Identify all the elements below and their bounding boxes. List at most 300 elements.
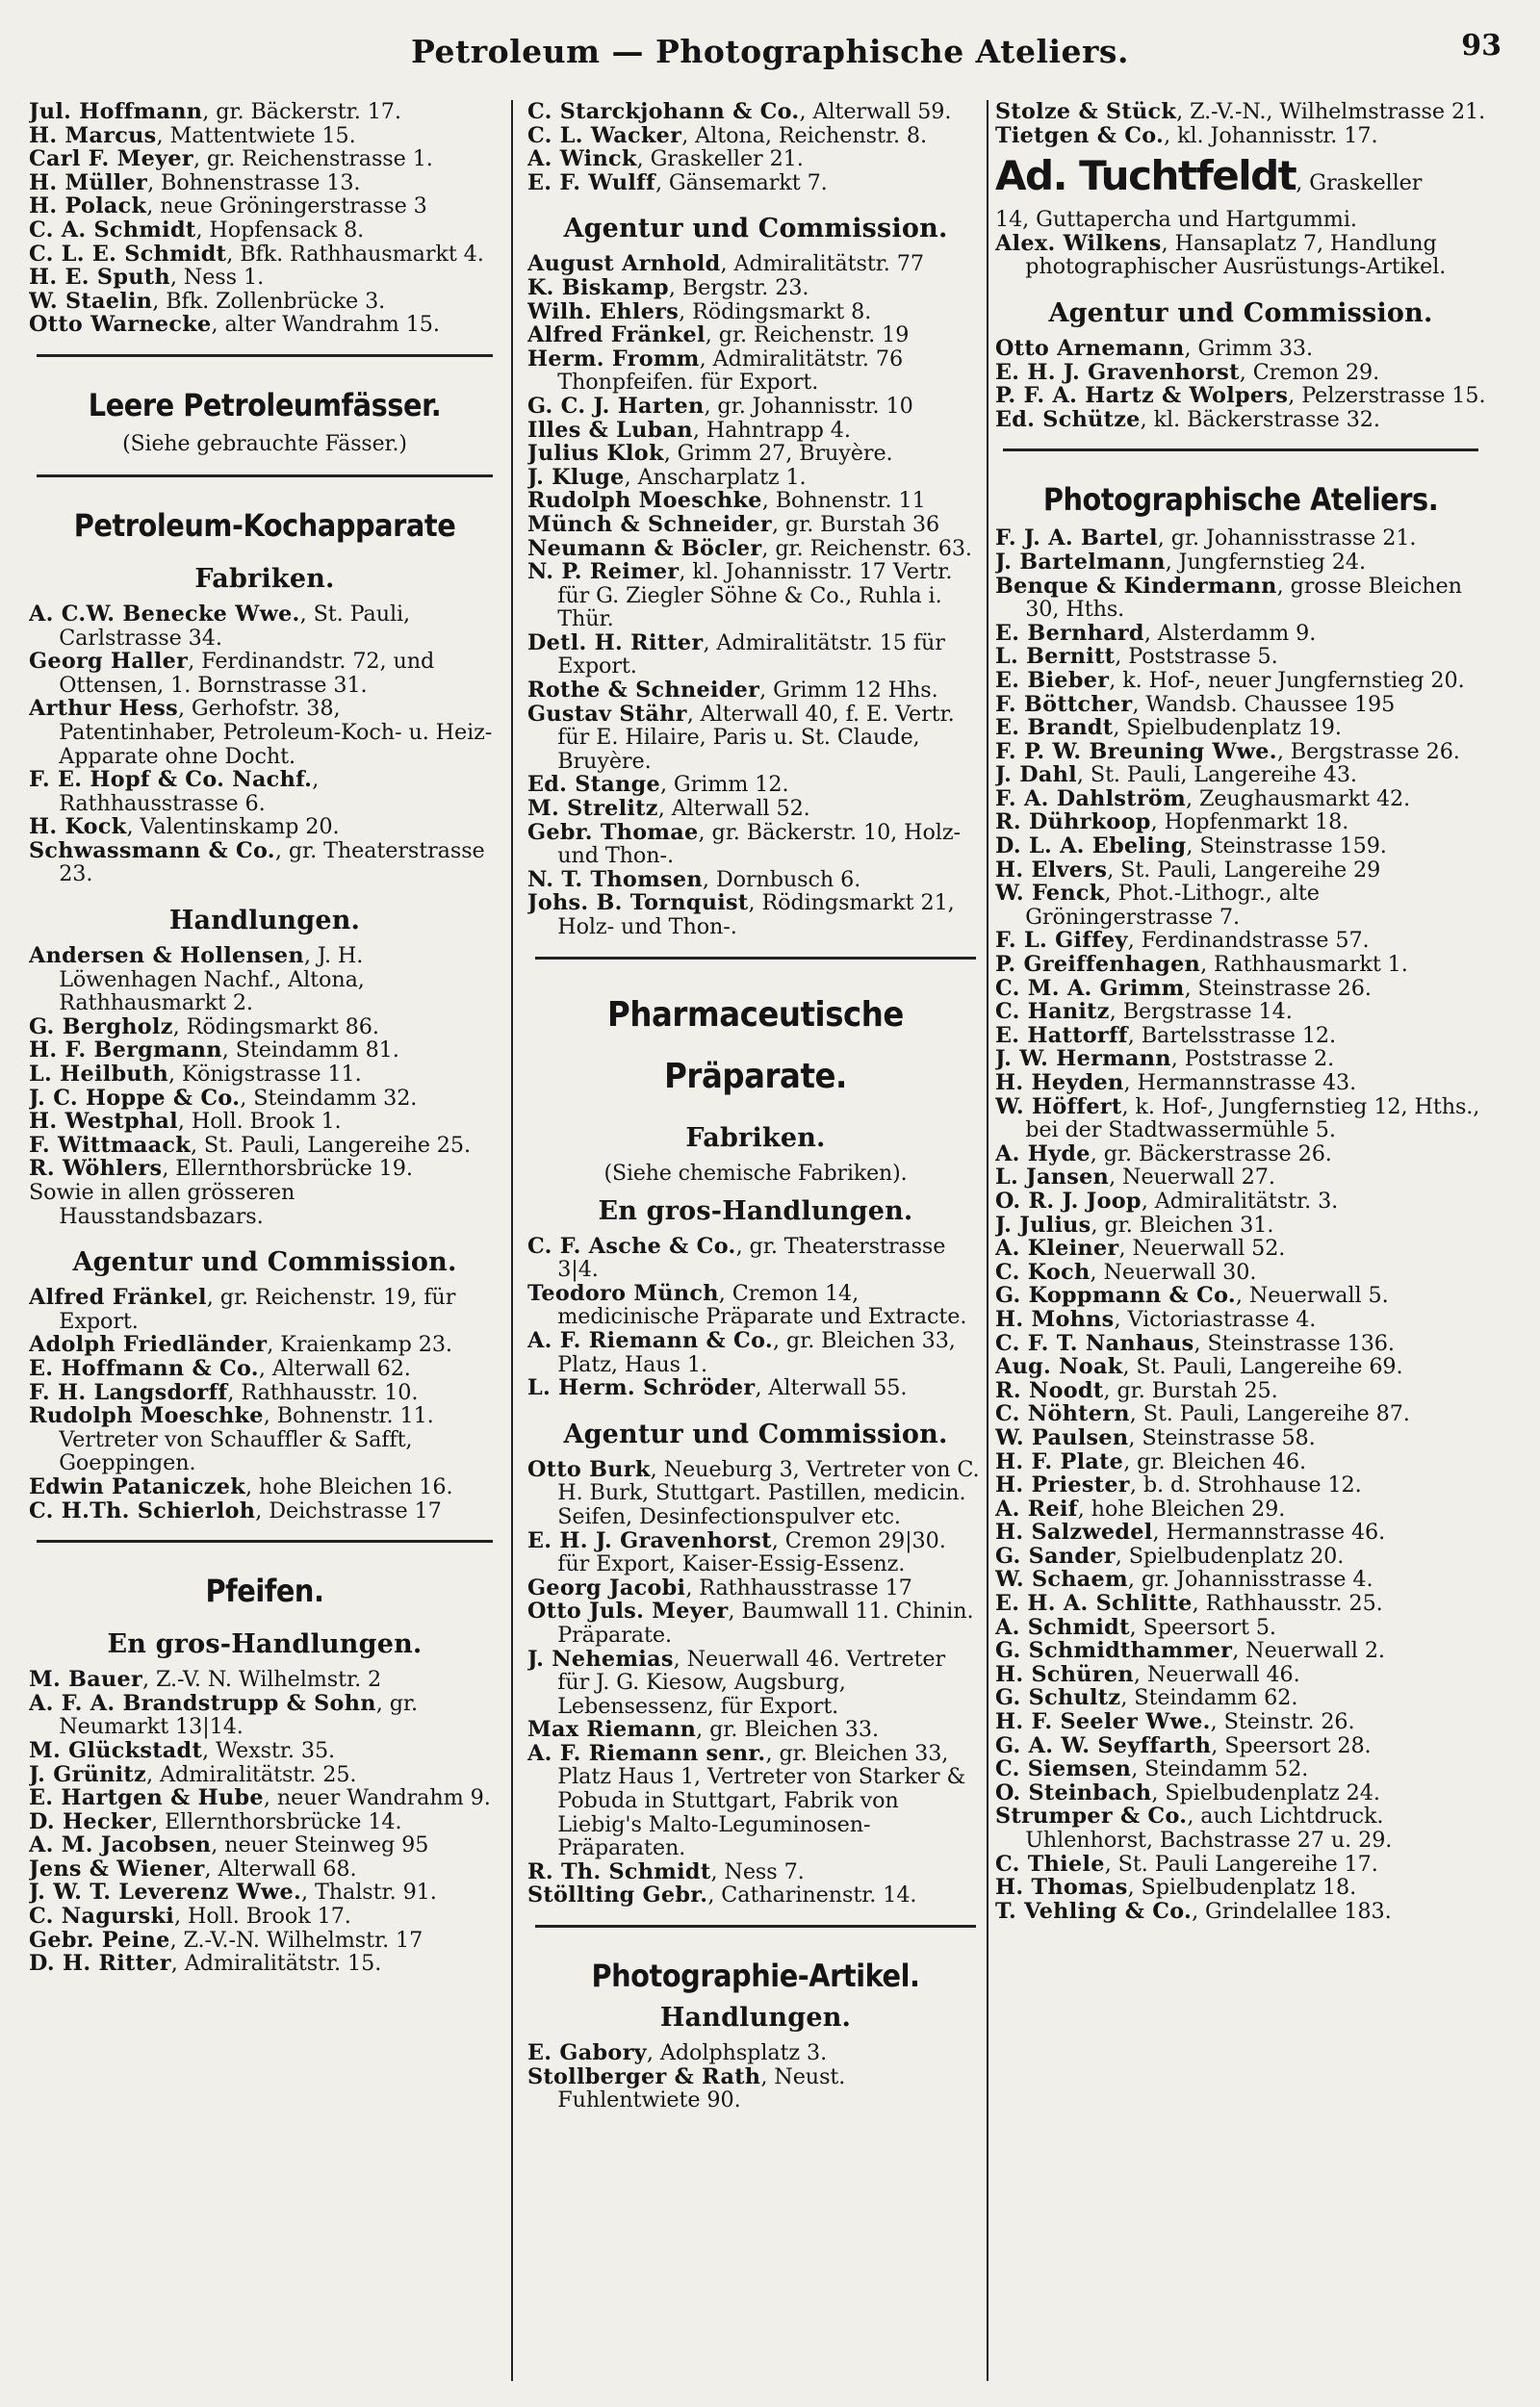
directory-entry (995, 669, 1486, 693)
entry-address: , Steinstrasse 58. (1128, 1424, 1316, 1450)
entry-address: , gr. Reichenstr. 19, für Export. (59, 1285, 456, 1334)
entry-name: T. Vehling & Co. (995, 1898, 1193, 1924)
entry-name: G. Schmidthammer (995, 1638, 1233, 1664)
entry-address: , Z.-V.-N. Wilhelmstr. 17 (169, 1927, 424, 1953)
entry-name: C. M. A. Grimm (995, 975, 1185, 1001)
entry-address: , Königstrasse 11. (168, 1062, 362, 1088)
entry-address: , Neuerwall 46. Vertreter für J. G. Kiesow, Augsburg, Lebensessenz, für Export. (557, 1646, 946, 1719)
directory-entry (995, 100, 1486, 124)
directory-entry (29, 194, 500, 218)
entry-address: , Neueburg 3, Vertreter von C. H. Burk, Stuttgart. Pastillen, medicin. Seifen, Desinfectionspulver etc. (557, 1456, 980, 1529)
entry-name: Aug. Noak (995, 1354, 1123, 1380)
entry-address: , Rathhausmarkt 1. (1200, 952, 1408, 978)
entry-name: C. Hanitz (995, 999, 1110, 1025)
entry-address: , Ferdinandstrasse 57. (1127, 928, 1370, 954)
column-divider (987, 100, 988, 2381)
directory-entry (995, 810, 1486, 834)
directory-entry (29, 1038, 500, 1063)
entry-name: F. Wittmaack (29, 1132, 191, 1158)
entry-name: Ed. Schütze (995, 406, 1141, 432)
entry-name: J. Dahl (995, 762, 1077, 788)
entry-list (527, 252, 984, 938)
directory-entry (995, 1426, 1486, 1450)
entry-name: G. Sander (995, 1543, 1116, 1569)
entry-name: E. Gabory (527, 2040, 647, 2066)
directory-entry (527, 1718, 984, 1742)
entry-name: D. Hecker (29, 1808, 151, 1834)
entry-name: E. Bernhard (995, 620, 1144, 646)
entry-address: , J. H. Löwenhagen Nachf., Altona, Rathhausmarkt 2. (59, 943, 365, 1016)
entry-name: M. Strelitz (527, 796, 658, 822)
directory-entry (527, 891, 984, 938)
directory-entry (527, 631, 984, 679)
entry-name: R. Th. Schmidt (527, 1858, 711, 1884)
directory-entry (29, 1063, 500, 1087)
entry-name: L. Heilbuth (29, 1062, 169, 1088)
directory-entry (29, 1015, 500, 1039)
entry-name: C. F. T. Nanhaus (995, 1330, 1194, 1356)
entry-name: Jul. Hoffmann (29, 100, 203, 124)
entry-address: , hohe Bleichen 29. (1077, 1496, 1286, 1522)
entry-name: H. Müller (29, 169, 148, 195)
entry-address: , Deichstrasse 17 (255, 1498, 442, 1524)
section-heading: Pfeifen. (205, 1573, 324, 1610)
entry-address: , Bartelsstrasse 12. (1127, 1022, 1336, 1048)
directory-entry (995, 1190, 1486, 1214)
directory-entry (29, 1810, 500, 1834)
entry-address: , Speersort 28. (1211, 1732, 1372, 1758)
section-heading: Leere Petroleumfässer. (88, 386, 442, 423)
entry-address: 14, Guttapercha und Hartgummi. (995, 207, 1357, 233)
entry-name: L. Herm. Schröder (527, 1375, 756, 1401)
entry-name: H. Mohns (995, 1306, 1115, 1332)
entry-name: Teodoro Münch (527, 1280, 719, 1306)
entry-address: , Hermannstrasse 43. (1123, 1070, 1357, 1095)
directory-entry (995, 1261, 1486, 1285)
entry-name: J. C. Hoppe & Co. (29, 1085, 241, 1111)
entry-name: A. M. Jacobsen (29, 1832, 212, 1858)
entry-address: , Steindamm 81. (221, 1037, 399, 1063)
entry-name: A. C.W. Benecke Wwe. (29, 601, 300, 627)
entry-address: , Altona, Reichenstr. 8. (681, 122, 928, 148)
entry-address: , Alterwall 59. (799, 100, 952, 124)
entry-name: H. Kock (29, 814, 127, 840)
directory-entry (29, 1857, 500, 1882)
directory-entry (527, 252, 984, 276)
entry-name: H. F. Bergmann (29, 1037, 222, 1063)
directory-entry (995, 740, 1486, 764)
entry-name: A. F. A. Brandstrupp & Sohn (29, 1690, 376, 1716)
directory-entry (995, 337, 1486, 361)
directory-entry (527, 124, 984, 148)
directory-entry (527, 395, 984, 419)
entry-address: , hohe Bleichen 16. (244, 1473, 453, 1499)
entry-name: W. Schaem (995, 1567, 1128, 1593)
entry-address: , Rödingsmarkt 86. (172, 1013, 379, 1039)
entry-address: , St. Pauli, Langereihe 29 (1107, 857, 1381, 883)
entry-name: J. Grünitz (29, 1761, 146, 1787)
entry-address: , Bergstrasse 14. (1109, 999, 1293, 1025)
entry-name: A. F. Riemann senr. (527, 1740, 766, 1766)
entry-address: , Mattentwiete 15. (156, 122, 356, 148)
subsection-heading: Agentur und Commission. (1048, 297, 1433, 328)
entry-address: , Grimm 27, Bruyère. (663, 441, 893, 467)
entry-name: C. Starckjohann & Co. (527, 100, 800, 124)
directory-entry (527, 1376, 984, 1400)
directory-entry (527, 537, 984, 561)
directory-entry (29, 1381, 500, 1405)
entry-name: Max Riemann (527, 1717, 697, 1743)
entry-address: , Neust. Fuhlentwiete 90. (557, 2063, 846, 2113)
entry-address: , gr. Bäckerstr. 10, Holz- und Thon-. (557, 819, 961, 869)
entry-address: , Steindamm 32. (240, 1085, 418, 1111)
entry-name: J. Julius (995, 1212, 1091, 1238)
entry-name: J. Bartelmann (995, 549, 1166, 575)
entry-name: L. Jansen (995, 1165, 1110, 1191)
entry-address: , kl. Johannisstr. 17 Vertr. für G. Ziegler Söhne & Co., Ruhla i. Thür. (557, 559, 953, 632)
section-rule (535, 1925, 976, 1928)
entry-name: Stollberger & Rath (527, 2063, 761, 2089)
directory-entry (29, 1181, 500, 1228)
directory-entry (995, 787, 1486, 811)
entry-name: H. Marcus (29, 122, 157, 148)
entry-list (29, 602, 500, 886)
page-number: 93 (1461, 29, 1502, 63)
entry-name: Ad. Tuchtfeldt (995, 152, 1296, 200)
entry-address: , Graskeller (1296, 170, 1423, 196)
entry-name: Julius Klok (527, 441, 664, 467)
entry-address: , Steinstrasse 26. (1184, 975, 1372, 1001)
section-rule (37, 354, 493, 357)
cross-reference-note: (Siehe chemische Fabriken). (603, 1161, 908, 1186)
display-advertisement-entry (995, 153, 1486, 206)
entry-name: Benque & Kindermann (995, 573, 1277, 599)
entry-address: , Steindamm 52. (1131, 1756, 1309, 1782)
directory-entry (995, 526, 1486, 551)
entry-address: , Valentinskamp 20. (126, 814, 340, 840)
entry-address: , Neuerwall 27. (1109, 1165, 1275, 1191)
entry-address: , Steinstr. 26. (1210, 1709, 1355, 1735)
subsection-heading: Agentur und Commission. (72, 1247, 457, 1278)
entry-name: F. Böttcher (995, 691, 1133, 717)
entry-address: , gr. Bleichen 46. (1123, 1448, 1307, 1474)
directory-entry (995, 834, 1486, 858)
entry-address: , Admiralitätstr. 3. (1141, 1188, 1339, 1214)
directory-entry (995, 1805, 1486, 1852)
entry-name: W. Höffert (995, 1093, 1122, 1119)
entry-address: , Poststrasse 5. (1115, 644, 1278, 670)
entry-address: , Steindamm 62. (1120, 1685, 1298, 1711)
entry-name: H. Thomas (995, 1875, 1128, 1901)
directory-entry (29, 1475, 500, 1499)
directory-entry (527, 773, 984, 797)
entry-name: Gebr. Thomae (527, 819, 699, 845)
directory-entry (29, 1286, 500, 1333)
entry-name: R. Wöhlers (29, 1156, 163, 1182)
directory-entry (29, 1929, 500, 1953)
directory-entry (995, 208, 1486, 232)
directory-entry (527, 1235, 984, 1282)
subsection-heading: En gros-Handlungen. (107, 1629, 423, 1660)
entry-address: , Bergstr. 23. (668, 274, 809, 300)
entry-address: , Gerhofstr. 38, Patentinhaber, Petroleum-Koch- u. Heiz-Apparate ohne Docht. (59, 696, 493, 769)
entry-address: , Ferdinandstr. 72, und Ottensen, 1. Bornstrasse 31. (59, 649, 435, 698)
entry-address: , kl. Bäckerstrasse 32. (1140, 406, 1380, 432)
entry-address: , Hermannstrasse 46. (1152, 1520, 1386, 1546)
directory-entry (527, 1883, 984, 1908)
entry-address: , Zeughausmarkt 42. (1185, 785, 1411, 811)
entry-address: , Graskeller 21. (636, 146, 804, 172)
entry-address: , St. Pauli, Langereihe 69. (1122, 1354, 1403, 1380)
entry-address: , gr. Johannisstr. 10 (704, 393, 913, 419)
entry-name: Alfred Fränkel (527, 322, 706, 348)
entry-name: D. L. A. Ebeling (995, 833, 1187, 859)
section-rule (535, 957, 976, 960)
entry-name: E. Hoffmann & Co. (29, 1355, 259, 1381)
entry-address: , Rathhausstrasse 17 (685, 1575, 912, 1600)
entry-address: , Gänsemarkt 7. (654, 169, 828, 195)
entry-address: , k. Hof-, Jungfernstieg 12, Hths., bei der Stadtwassermühle 5. (1025, 1093, 1480, 1143)
entry-name: E. H. A. Schlitte (995, 1591, 1193, 1617)
entry-name: G. C. J. Harten (527, 393, 705, 419)
directory-entry (29, 1786, 500, 1810)
directory-entry (527, 703, 984, 774)
entry-address: , gr. Reichenstr. 19 (705, 322, 910, 348)
entry-name: Gebr. Peine (29, 1927, 170, 1953)
entry-name: H. Priester (995, 1472, 1130, 1498)
entry-address: , Z.-V. N. Wilhelmstr. 2 (142, 1667, 382, 1693)
directory-entry (995, 1853, 1486, 1877)
entry-name: Andersen & Hollensen (29, 943, 304, 969)
directory-entry (527, 489, 984, 513)
entry-name: H. F. Seeler Wwe. (995, 1709, 1211, 1735)
entry-address: , Ness 1. (169, 265, 265, 291)
cross-reference-note: (Siehe gebrauchte Fässer.) (122, 431, 407, 456)
entry-name: W. Paulsen (995, 1424, 1129, 1450)
subsection-heading: En gros-Handlungen. (598, 1195, 913, 1226)
directory-entry (527, 821, 984, 868)
entry-name: G. Koppmann & Co. (995, 1283, 1236, 1309)
entry-name: C. Siemsen (995, 1756, 1132, 1782)
directory-entry (995, 1071, 1486, 1095)
subsection-heading: Agentur und Commission. (563, 1419, 948, 1449)
directory-entry (995, 1568, 1486, 1592)
entry-address: , Spielbudenplatz 20. (1115, 1543, 1345, 1569)
directory-entry (29, 1952, 500, 1976)
entry-name: Alfred Fränkel (29, 1285, 207, 1311)
entry-address: , Bohnenstrasse 13. (147, 169, 361, 195)
entry-name: C. Koch (995, 1259, 1091, 1285)
entry-name: O. R. J. Joop (995, 1188, 1142, 1214)
subsection-heading: Agentur und Commission. (563, 214, 948, 244)
section-heading: Präparate. (664, 1056, 847, 1096)
directory-entry (29, 768, 500, 815)
entry-address: , Grimm 12. (659, 772, 789, 798)
entry-address: , Bergstrasse 26. (1276, 738, 1460, 764)
entry-name: G. A. W. Seyffarth (995, 1732, 1212, 1758)
entry-name: R. Dührkoop (995, 809, 1151, 835)
directory-entry (29, 218, 500, 243)
entry-address: , auch Lichtdruck. Uhlenhorst, Bachstrasse 27 u. 29. (1025, 1804, 1393, 1853)
directory-entry (995, 1214, 1486, 1238)
entry-address: , Hopfenmarkt 18. (1150, 809, 1349, 835)
directory-entry (29, 266, 500, 290)
entry-name: W. Fenck (995, 881, 1105, 907)
directory-entry (995, 953, 1486, 977)
entry-list (995, 100, 1486, 147)
directory-entry (29, 1881, 500, 1905)
entry-address: , gr. Bäckerstr. 17. (202, 100, 401, 124)
directory-entry (995, 1473, 1486, 1498)
directory-entry (995, 1142, 1486, 1166)
entry-address: , k. Hof-, neuer Jungfernstieg 20. (1109, 667, 1465, 693)
directory-entry (995, 1545, 1486, 1569)
entry-name: F. J. A. Bartel (995, 525, 1158, 551)
entry-address: , Spielbudenplatz 18. (1127, 1875, 1357, 1901)
entry-name: F. A. Dahlström (995, 785, 1186, 811)
entry-address: , Admiralitätstr. 25. (146, 1761, 357, 1787)
entry-name: Illes & Luban (527, 417, 693, 443)
entry-list (527, 1458, 984, 1908)
directory-entry (29, 650, 500, 697)
directory-entry (995, 1237, 1486, 1261)
entry-address: , Cremon 14, medicinische Präparate und Extracte. (557, 1280, 967, 1330)
entry-name: E. Hattorff (995, 1022, 1128, 1048)
entry-address: , Jungfernstieg 24. (1165, 549, 1366, 575)
directory-entry (995, 1450, 1486, 1474)
section-heading: Photographie-Artikel. (591, 1958, 920, 1995)
entry-list (29, 1286, 500, 1523)
entry-address: , Speersort 5. (1129, 1614, 1276, 1640)
directory-entry (995, 1165, 1486, 1190)
directory-entry (995, 1379, 1486, 1403)
directory-entry (527, 323, 984, 347)
directory-entry (527, 276, 984, 300)
entry-address: , Alterwall 68. (204, 1856, 357, 1882)
directory-entry (995, 575, 1486, 622)
entry-name: N. T. Thomsen (527, 866, 703, 892)
entry-list (527, 100, 984, 194)
directory-entry (29, 1692, 500, 1739)
entry-name: Detl. H. Ritter (527, 629, 704, 655)
entry-address: , Admiralitätstr. 76 Thonpfeifen. für Export. (557, 346, 904, 396)
entry-list (527, 1235, 984, 1400)
entry-address: , Steinstrasse 159. (1186, 833, 1387, 859)
entry-address: , Z.-V.-N., Wilhelmstrasse 21. (1176, 100, 1486, 124)
entry-address: , Admiralitätstr. 15. (170, 1951, 382, 1977)
directory-entry (995, 1095, 1486, 1142)
entry-name: Rothe & Schneider (527, 678, 760, 704)
directory-entry (527, 1576, 984, 1600)
directory-entry (527, 419, 984, 443)
entry-address: , St. Pauli, Langereihe 43. (1076, 762, 1357, 788)
entry-name: N. P. Reimer (527, 559, 680, 585)
entry-name: Herm. Fromm (527, 346, 700, 371)
entry-address: , St. Pauli Langereihe 17. (1104, 1851, 1378, 1877)
directory-entry (995, 1308, 1486, 1332)
entry-address: , gr. Theaterstrasse 23. (59, 837, 485, 887)
entry-address: , Grindelallee 183. (1192, 1898, 1392, 1924)
directory-entry (995, 361, 1486, 385)
entry-address: , Bfk. Rathhausmarkt 4. (226, 241, 484, 267)
directory-entry (995, 232, 1486, 279)
entry-list (995, 526, 1486, 1923)
entry-name: C. Thiele (995, 1851, 1105, 1877)
entry-name: A. F. Riemann & Co. (527, 1327, 773, 1353)
entry-name: K. Biskamp (527, 274, 669, 300)
entry-name: J. W. T. Leverenz Wwe. (29, 1880, 302, 1906)
entry-address: , b. d. Strohhause 12. (1129, 1472, 1362, 1498)
directory-entry (995, 645, 1486, 669)
entry-address: , Bfk. Zollenbrücke 3. (152, 288, 386, 314)
directory-entry (527, 513, 984, 537)
entry-address: , Catharinenstr. 14. (707, 1882, 917, 1908)
directory-entry (29, 243, 500, 267)
subsection-heading: Fabriken. (685, 1122, 826, 1153)
entry-address: , Alterwall 55. (755, 1375, 908, 1401)
entry-name: A. Kleiner (995, 1236, 1119, 1262)
directory-entry (29, 1157, 500, 1181)
directory-entry (995, 858, 1486, 883)
entry-name: L. Bernitt (995, 644, 1116, 670)
entry-name: Georg Haller (29, 649, 189, 675)
entry-name: H. Schüren (995, 1661, 1134, 1687)
entry-address: , Phot.-Lithogr., alte Gröningerstrasse 7. (1025, 881, 1320, 930)
entry-name: Alex. Wilkens (995, 230, 1162, 256)
entry-name: G. Schultz (995, 1685, 1121, 1711)
entry-name: August Arnhold (527, 251, 721, 277)
directory-entry (995, 622, 1486, 646)
directory-entry (527, 466, 984, 490)
entry-address: , Kraienkamp 23. (267, 1332, 452, 1358)
entry-name: Jens & Wiener (29, 1856, 205, 1882)
entry-name: F. P. W. Breuning Wwe. (995, 738, 1277, 764)
directory-entry (995, 1521, 1486, 1545)
entry-name: C. Nagurski (29, 1904, 175, 1930)
directory-entry (995, 1686, 1486, 1710)
entry-name: J. W. Hermann (995, 1046, 1171, 1072)
entry-address: , Grimm 33. (1184, 335, 1313, 361)
directory-entry (527, 1458, 984, 1529)
entry-name: Arthur Hess (29, 696, 178, 722)
directory-entry (995, 1616, 1486, 1640)
directory-entry (527, 1600, 984, 1647)
directory-entry (995, 716, 1486, 740)
entry-address: , Wandsb. Chaussee 195 (1132, 691, 1396, 717)
subsection-heading: Fabriken. (194, 563, 335, 594)
directory-entry (995, 1024, 1486, 1048)
directory-entry (995, 977, 1486, 1001)
entry-address: , Holl. Brook 17. (174, 1904, 351, 1930)
directory-entry (995, 693, 1486, 717)
entry-address: , Grimm 12 Hhs. (759, 678, 938, 704)
entry-address: , Spielbudenplatz 24. (1151, 1780, 1380, 1805)
entry-name: E. H. J. Gravenhorst (995, 359, 1240, 385)
entry-address: , kl. Johannisstr. 17. (1164, 122, 1378, 148)
directory-entry (29, 1404, 500, 1475)
directory-entry (527, 1860, 984, 1884)
directory-entry (995, 384, 1486, 408)
running-head (0, 29, 1540, 83)
entry-name: J. Kluge (527, 464, 625, 490)
entry-name: H. Salzwedel (995, 1520, 1153, 1546)
directory-entry (995, 1592, 1486, 1616)
entry-address: , Cremon 29|30. für Export, Kaiser-Essig-Essenz. (557, 1527, 946, 1577)
entry-address: , Baumwall 11. Chinin. Präparate. (557, 1599, 974, 1648)
entry-name: H. F. Plate (995, 1448, 1124, 1474)
directory-entry (29, 147, 500, 171)
section-heading: Pharmaceutische (607, 994, 904, 1035)
